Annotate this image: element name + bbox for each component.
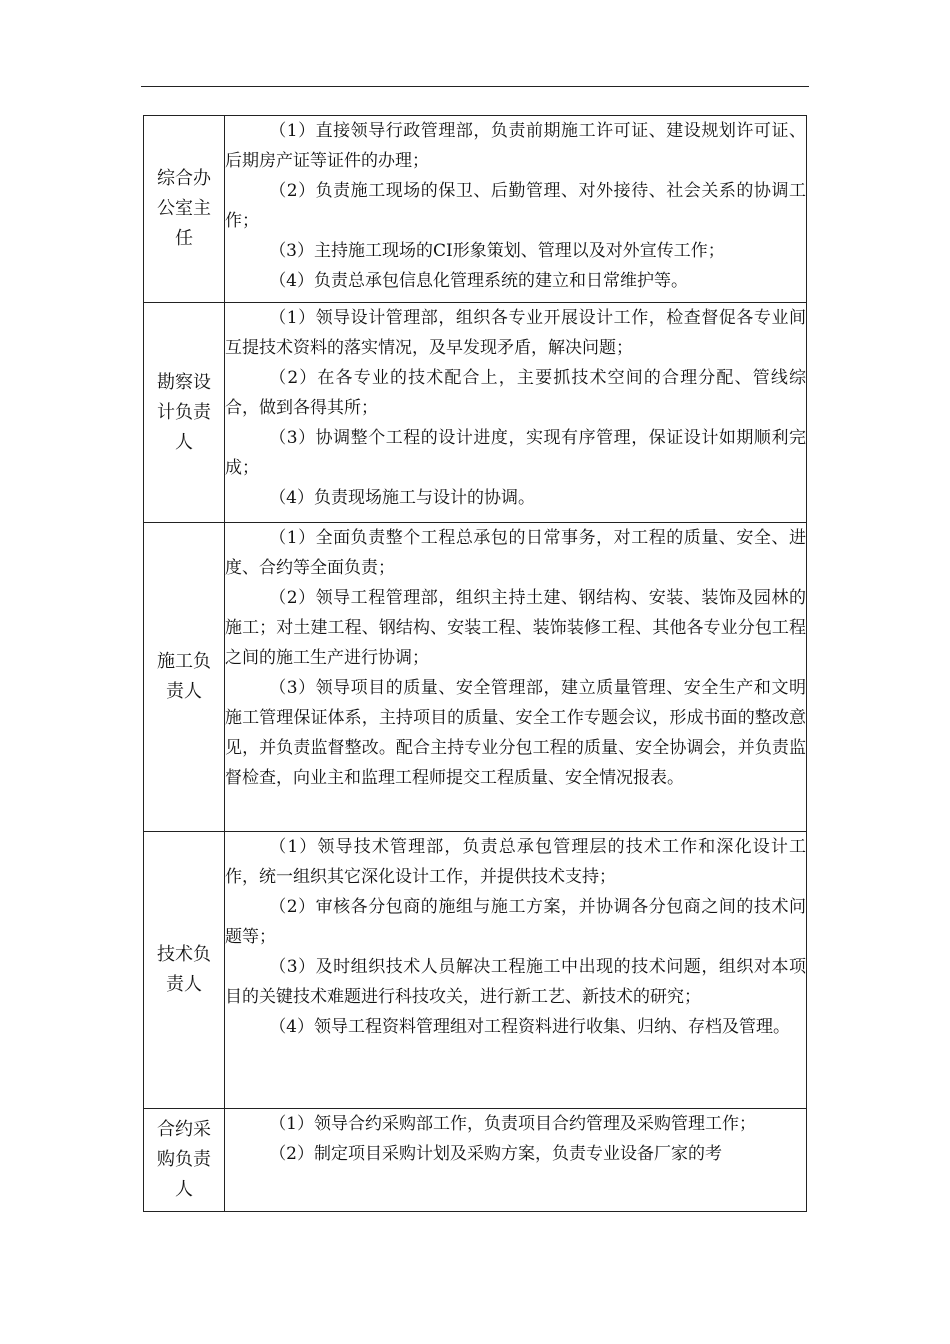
duty-cell [225,832,807,1109]
duty-item: （2）制定项目采购计划及采购方案，负责专业设备厂家的考 [269,1144,723,1164]
role-label: 勘察设计负责人 [157,371,211,453]
role-cell [144,116,225,303]
role-cell [144,523,225,832]
role-label: 综合办公室主任 [157,168,211,249]
duty-item: （2）审核各分包商的施组与施工方案，并协调各分包商之间的技术问题等； [225,897,806,947]
role-label: 合约采购负责人 [157,1119,211,1200]
duty-cell [225,1109,807,1212]
duty-item: （3）及时组织技术人员解决工程施工中出现的技术问题，组织对本项目的关键技术难题进行科技攻关，进行新工艺、新技术的研究； [225,957,806,1007]
duty-item: （4）负责现场施工与设计的协调。 [269,488,536,508]
role-cell [144,832,225,1109]
duty-item: （1）领导技术管理部，负责总承包管理层的技术工作和深化设计工作，统一组织其它深化设计工作，并提供技术支持； [225,837,806,887]
duty-item: （4）领导工程资料管理组对工程资料进行收集、归纳、存档及管理。 [269,1017,791,1037]
role-label: 技术负责人 [157,944,211,995]
role-cell [144,303,225,523]
table-row [144,303,807,523]
responsibility-table [143,115,807,1212]
header-rule [141,86,809,87]
duty-item: （4）负责总承包信息化管理系统的建立和日常维护等。 [269,271,689,291]
table-row [144,116,807,303]
duty-cell [225,116,807,303]
duty-item: （1）领导设计管理部，组织各专业开展设计工作，检查督促各专业间互提技术资料的落实情况，及早发现矛盾，解决问题； [225,308,806,358]
table-row [144,1109,807,1212]
duty-item: （2）领导工程管理部，组织主持土建、钢结构、安装、装饰及园林的施工；对土建工程、钢结构、安装工程、装饰装修工程、其他各专业分包工程之间的施工生产进行协调； [225,588,806,668]
duty-cell [225,523,807,832]
duty-item: （2）负责施工现场的保卫、后勤管理、对外接待、社会关系的协调工作； [225,181,806,231]
duty-item: （1）全面负责整个工程总承包的日常事务，对工程的质量、安全、进度、合约等全面负责； [225,528,806,578]
table-row [144,832,807,1109]
role-cell [144,1109,225,1212]
duty-item: （3）主持施工现场的CI形象策划、管理以及对外宣传工作； [269,241,725,261]
duty-item: （1）领导合约采购部工作，负责项目合约管理及采购管理工作； [269,1114,757,1134]
duty-item: （1）直接领导行政管理部，负责前期施工许可证、建设规划许可证、后期房产证等证件的办理； [225,121,806,171]
duty-item: （2）在各专业的技术配合上，主要抓技术空间的合理分配、管线综合，做到各得其所； [225,368,806,418]
duty-cell [225,303,807,523]
role-label: 施工负责人 [157,651,211,702]
duty-item: （3）协调整个工程的设计进度，实现有序管理，保证设计如期顺利完成； [225,428,806,478]
duty-item: （3）领导项目的质量、安全管理部，建立质量管理、安全生产和文明施工管理保证体系，主持项目的质量、安全工作专题会议，形成书面的整改意见，并负责监督整改。配合主持专业分包工程的质量、安全协调会，并负责监督检查，向业主和监理工程师提交工程质量、安全情况报表。 [225,678,806,788]
table-row [144,523,807,832]
